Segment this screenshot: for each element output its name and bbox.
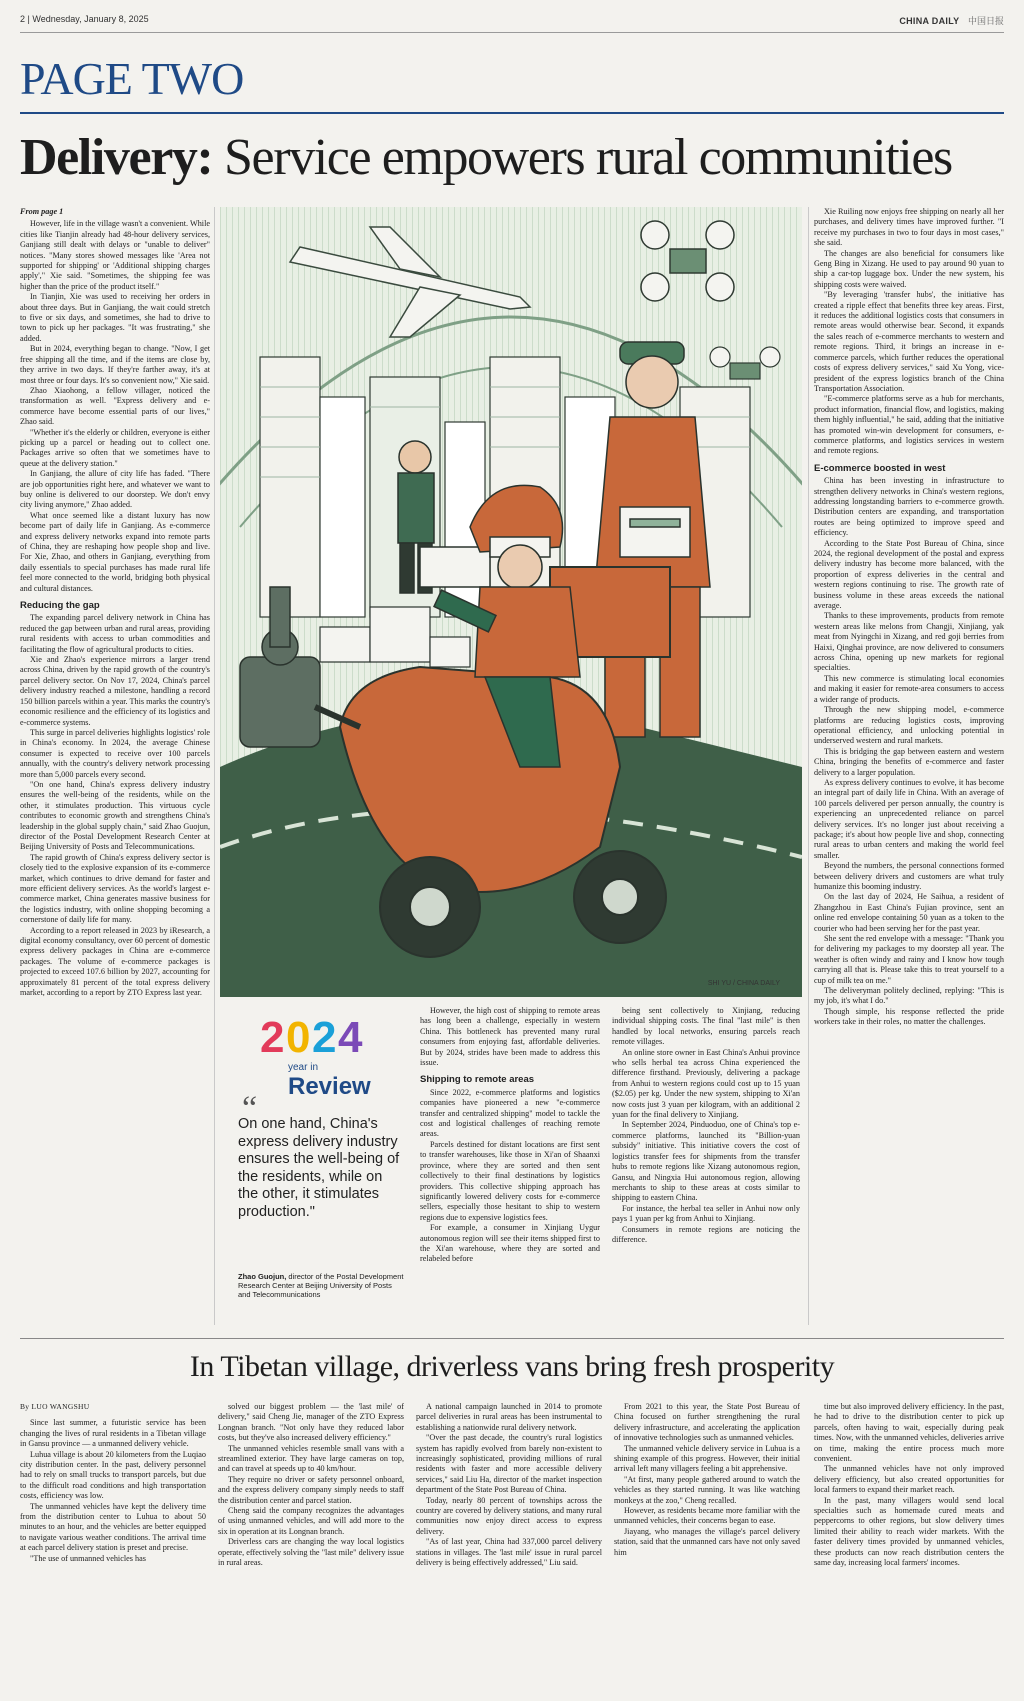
paragraph: Xie Ruiling now enjoys free shipping on nearly all her purchases, and delivery times have improved further. "I receive my purchases in two to four days in most cases," she said. — [814, 207, 1004, 248]
paragraph: However, the high cost of shipping to remote areas has long been a challenge, especially in western China. This bottleneck has prevented many rural consumers from enjoying fast, affordable deliveries. But by 2024, strides have been made to address this issue. — [420, 1006, 600, 1068]
paragraph: "Over the past decade, the country's rural logistics system has rapidly evolved from barely non-existent to increasingly sophisticated, providing millions of rural residents with faster and more accessible delivery services," said Liu Ha, director of the market inspection department of the State Post Bureau of China. — [416, 1433, 602, 1495]
byline: By LUO WANGSHU — [20, 1402, 90, 1411]
second-story-column-4 — [614, 1402, 800, 1692]
pull-quote: On one hand, China's express delivery industry ensures the well-being of the residents, while on the other, it stimulates production." — [238, 1116, 400, 1220]
paragraph: As express delivery continues to evolve, it has become an integral part of daily life in China. With an average of 100 parcels delivered per person annually, the country is experiencing an unprecedented reliance on parcel delivery services. It's no longer just about receiving a package; it's about how people live and shop, connecting rural areas to urban centers and making the world feel smaller. — [814, 777, 1004, 860]
paragraph: However, life in the village wasn't a convenient. While cities like Tianjin already had 48-hour delivery services, Ganjiang still dealt with delays or "unable to deliver" notices. "Many stores showed messages like 'Area not supported for shipping' or 'Additional shipping charges apply'," Xie said. "Sometimes, the shipping fee was higher than the price of the product itself." — [20, 219, 210, 291]
quote-mark-icon: “ — [242, 1090, 258, 1127]
paragraph: In the past, many villagers would send local specialties such as homemade cured meats and peppercorns to other regions, but slow delivery times limited their ability to reach wider markets. With the faster delivery times provided by unmanned vehicles, these products can now reach distribution centers the same day, increasing local farmers' incomes. — [814, 1495, 1004, 1568]
page-header — [20, 10, 1004, 33]
illustration-credit: SHI YU / CHINA DAILY — [707, 980, 780, 987]
paragraph: The deliveryman politely declined, replying: "This is my job, it's what I do." — [814, 986, 1004, 1006]
paragraph: A national campaign launched in 2014 to promote parcel deliveries in rural areas has been instrumental to establishing a nationwide rural delivery network. — [416, 1402, 602, 1432]
main-story-column-1 — [20, 207, 210, 1325]
second-story-column-1 — [20, 1402, 206, 1692]
paragraph: Through the new shipping model, e-commerce platforms are reducing logistics costs, improving operational efficiency, and unlocking potential in underserved western and rural markets. — [814, 705, 1004, 746]
year-digit: 2 — [312, 1013, 337, 1062]
year-digit: 4 — [338, 1013, 363, 1062]
paragraph: solved our biggest problem — the 'last mile' of delivery," said Cheng Jie, manager of the ZTO Express Longnan branch. "Not only have they reduced labor costs, but they've also increased delivery efficiency." — [218, 1402, 404, 1443]
masthead — [899, 14, 1004, 27]
paragraph: Consumers in remote regions are noticing the difference. — [612, 1224, 800, 1244]
paragraph: They require no driver or safety personnel onboard, and the express delivery company simply needs to staff the distribution center and parcel station. — [218, 1474, 404, 1505]
paragraph: Driverless cars are changing the way local logistics operate, effectively solving the "last mile" delivery issue in rural areas. — [218, 1537, 404, 1568]
paragraph: "On one hand, China's express delivery industry ensures the well-being of the residents, while on the other, it stimulates production. This virtuous cycle contributes to economic growth and strengthens China's leadership in the global supply chain," said Zhao Guojun, director of the Postal Development Research Center at Beijing University of Posts and Telecommunications. — [20, 779, 210, 852]
column-rule — [808, 207, 809, 1325]
paragraph: For instance, the herbal tea seller in Anhui now only pays 1 yuan per kg from Anhui to Xinjiang. — [612, 1203, 800, 1224]
paragraph: According to the State Post Bureau of China, since 2024, the regional development of the postal and express delivery industry has become more balanced, with the proportion of express deliveries in the central and western regions continuing to rise. The growth rate of business volume in these areas exceeds the national average. — [814, 538, 1004, 611]
paragraph: The unmanned vehicles resemble small vans with a streamlined exterior. They have large cameras on top, and can travel at speeds up to 40 km/hour. — [218, 1443, 404, 1474]
paragraph: Though simple, his response reflected the pride workers take in their roles, no matter the challenges. — [814, 1006, 1004, 1027]
paragraph: Jiayang, who manages the village's parcel delivery station, said that the unmanned cars have not only saved him — [614, 1526, 800, 1557]
paragraph: Thanks to these improvements, products from remote western areas like melons from Changji, Xinjiang, yak meat from Nyingchi in Xizang, and red goji berries from Haixi, Qinghai province, are now delivered to consumers across China, opening up new markets for regional specialties. — [814, 611, 1004, 673]
badge-year-in: year in — [288, 1062, 319, 1073]
section-rule — [20, 112, 1004, 114]
paragraph: Since last summer, a futuristic service has been changing the lives of rural residents in a Tibetan village in Gansu province — a unmanned delivery vehicle. — [20, 1418, 206, 1449]
column-rule — [214, 207, 215, 1325]
paragraph: Since 2022, e-commerce platforms and logistics companies have pioneered a new "e-commerce transfer and centralized shipping" model to tackle the cost and logistical challenges of reaching remote areas. — [420, 1087, 600, 1139]
section-title: PAGE TWO — [20, 53, 244, 104]
subheading-ecommerce-west: E-commerce boosted in west — [814, 462, 946, 474]
paragraph: In Tianjin, Xie was used to receiving her orders in about three days. But in Ganjiang, the wait could stretch to five or six days, and sometimes, she had to drive to town to pick up her packages. "It was frustrating," she added. — [20, 292, 210, 343]
paragraph: However, as residents became more familiar with the unmanned vehicles, their concerns began to ease. — [614, 1506, 800, 1526]
publication-name-cn: 中国日报 — [967, 16, 1004, 26]
publication-name: CHINA DAILY — [899, 16, 960, 26]
paragraph: "The use of unmanned vehicles has — [30, 1553, 146, 1563]
paragraph: "By leveraging 'transfer hubs', the initiative has created a ripple effect that benefits three key areas. First, it reduces the additional logistics costs that consumers in remote areas would otherwise bear. Second, it expands the sales reach of e-commerce merchants to western and remote regions. Third, it brings an increase in e-commerce parcels, which further reduces the operational costs of express delivery services," said Xu Yong, vice-president of the express logistics branch of the China Transportation Association. — [814, 290, 1004, 393]
illustration-svg — [220, 207, 802, 997]
paragraph: The unmanned vehicle delivery service in Luhua is a shining example of this progress. However, their initial arrival left many villagers feeling a bit apprehensive. — [614, 1443, 800, 1474]
main-story-column-3 — [612, 1006, 800, 1326]
from-page-note: From page 1 — [20, 207, 64, 216]
second-story-column-3 — [416, 1402, 602, 1692]
paragraph: being sent collectively to Xinjiang, reducing individual shipping costs. The final "last mile" is then handled by local networks, ensuring parcels reach remote villages. — [612, 1006, 800, 1047]
paragraph: Today, nearly 80 percent of townships across the country are covered by delivery stations, and many rural communities now enjoy direct access to express delivery. — [416, 1495, 602, 1536]
paragraph: The unmanned vehicles have not only improved delivery efficiency, but also created opportunities for local farmers to expand their market reach. — [814, 1464, 1004, 1495]
paragraph: "E-commerce platforms serve as a hub for merchants, product information, financial flow, and logistics, making them highly influential," he said, adding that the initiative has promoted win-win development for consumers, e-commerce platforms, and logistics services in western and remote regions. — [814, 394, 1004, 456]
paragraph: In September 2024, Pinduoduo, one of China's top e-commerce platforms, launched its "Billion-yuan subsidy" initiative. This initiative covers the cost of logistics transfer fees for shipments from the transfer hubs to remote regions like Xizang autonomous region, Gansu, and Ningxia Hui autonomous region, allowing merchants to ship to these areas at costs similar to shipping to eastern China. — [612, 1120, 800, 1203]
paragraph: According to a report released in 2023 by iResearch, a digital economy consultancy, over 60 percent of domestic express delivery packages in China are e-commerce packages. The volume of e-commerce packages is projected to exceed 107.6 billion by 2027, accounting for approximately 81 percent of the total express delivery market, according to a report by ZTO Express last year. — [20, 925, 210, 998]
second-headline: In Tibetan village, driverless vans bring fresh prosperity — [189, 1350, 835, 1383]
paragraph: But in 2024, everything began to change. "Now, I get free shipping all the time, and if the items are close by, they arrive in two days. If they're farther away, it's at most three or four days. It's so convenient now," Xie said. — [20, 344, 210, 385]
paragraph: In Ganjiang, the allure of city life has faded. "There are job opportunities right here, and whatever we want to buy online is delivered to our doorstep. We don't envy city living anymore," Zhao added. — [20, 469, 210, 510]
page-number: 2 — [20, 14, 26, 24]
subheading-reducing-gap: Reducing the gap — [20, 600, 100, 612]
page-info: 2 | Wednesday, January 8, 2025 — [20, 14, 149, 24]
quote-title: director of the Postal Development Research Center at Beijing University of Posts and Telecommunications — [238, 1272, 404, 1299]
paragraph: China has been investing in infrastructure to strengthen delivery networks in China's western regions, addressing longstanding barriers to e-commerce growth. Distribution centers are expanding, and transportation routes are being optimized to improve speed and efficiency. — [814, 476, 1004, 538]
headline-rest: Service empowers rural communities — [212, 129, 952, 186]
paragraph: An online store owner in East China's Anhui province who sells herbal tea across China experienced the difference firsthand. Previously, delivering a package from Anhui to western regions could cost up to 15 yuan ($2.05) per kg. Under the new system, shipping to Xi'an now costs just 3 yuan per kilogram, with an additional 2 yuan for the final delivery to Xinjiang. — [612, 1047, 800, 1120]
delivery-illustration — [220, 207, 802, 997]
paragraph: "At first, many people gathered around to watch the vehicles as they started running. It was like watching monkeys at the zoo," Cheng recalled. — [614, 1474, 800, 1505]
paragraph: Xie and Zhao's experience mirrors a larger trend across China, driven by the rapid growth of the country's parcel delivery sector. On Nov 17, 2024, China's parcel delivery industry reached a milestone, handling a record 150 billion parcels within a year. This marks the country's economic resilience and the efficiency of its logistics and e-commerce systems. — [20, 655, 210, 727]
paragraph: This new commerce is stimulating local economies and making it easier for remote-area consumers to access a wider range of products. — [814, 673, 1004, 704]
col1-paragraphs — [20, 219, 210, 594]
paragraph: What once seemed like a distant luxury has now become part of daily life in Ganjiang. As e-commerce and express delivery networks expand into remote parts of China, they are reshaping how people shop and live. For Xie, Zhao, and others in Ganjiang, everything from daily essentials to special purchases has made rural life feel more connected to the world, bridging both physical and cultural distances. — [20, 510, 210, 593]
story-divider — [20, 1338, 1004, 1339]
main-headline — [20, 128, 1004, 187]
paragraph: She sent the red envelope with a message: "Thank you for delivering my packages to my doorstep all year. The weather is often windy and rainy and I know how tough carrying all that is. Please take this to treat yourself to a cup of milk tea on me." — [814, 934, 1004, 985]
main-story-column-4 — [814, 207, 1004, 1325]
paragraph: The rapid growth of China's express delivery sector is closely tied to the explosive expansion of its e-commerce market, which continues to drive demand for faster and more efficient delivery services. As the world's largest e-commerce market, China generates massive business for the logistics industry, with online shopping becoming a cornerstone of daily life for many. — [20, 852, 210, 925]
paragraph: Parcels destined for distant locations are first sent to transfer warehouses, like those in Xi'an of Shaanxi province, where they are sorted and then sent collectively to their final destinations by logistics providers. This collective shipping approach has significantly lowered delivery costs for e-commerce sellers, especially those hesitant to ship to western regions due to expensive logistics fees. — [420, 1139, 600, 1222]
subheading-shipping: Shipping to remote areas — [420, 1074, 535, 1086]
issue-date: Wednesday, January 8, 2025 — [32, 14, 149, 24]
paragraph: The expanding parcel delivery network in China has reduced the gap between urban and rural areas, providing rural residents with access to urban commodities and facilitating the flow of agricultural products to cities. — [20, 613, 210, 654]
paragraph: For example, a consumer in Xinjiang Uygur autonomous region will see their items shipped first to the Xi'an warehouse, where they are sorted and relabeled before — [420, 1223, 600, 1264]
paragraph: "Whether it's the elderly or children, everyone is either picking up a parcel or heading out to collect one. Packages arrive so often that we sometimes have to queue at the delivery station." — [20, 427, 210, 468]
paragraph: time but also improved delivery efficiency. In the past, he had to drive to the distribution center to pick up parcels, often having to wait, especially during peak times. Now, with the unmanned vehicles, deliveries arrive on time, making the entire process much more convenient. — [814, 1402, 1004, 1464]
paragraph: Zhao Xiaohong, a fellow villager, noticed the transformation as well. "Express delivery and e-commerce have become essential parts of our lives," Zhao said. — [20, 385, 210, 427]
badge-svg — [258, 1008, 406, 1104]
paragraph: On the last day of 2024, He Saihua, a resident of Zhangzhou in East China's Fujian province, sent an online red envelope containing 50 yuan as a token to the courier who had been serving her for the past year. — [814, 892, 1004, 933]
paragraph: This is bridging the gap between eastern and western China, bringing the benefits of e-commerce and faster delivery to a larger population. — [814, 746, 1004, 777]
year-in-review-badge — [258, 1008, 406, 1104]
paragraph: Cheng said the company recognizes the advantages of using unmanned vehicles, and will add more to the six in operation at its Longnan branch. — [218, 1506, 404, 1536]
quote-attribution — [238, 1272, 404, 1299]
paragraph: From 2021 to this year, the State Post Bureau of China focused on further strengthening the rural delivery infrastructure, and accelerating the application of innovative technologies such as unmanned vehicles. — [614, 1402, 800, 1443]
main-story-column-2 — [420, 1006, 600, 1326]
second-story-column-5 — [814, 1402, 1004, 1692]
headline-bold: Delivery: — [20, 129, 213, 186]
paragraph: The changes are also beneficial for consumers like Geng Bing in Xizang. He used to pay around 90 yuan to ship a car-top luggage box. Under the new system, his shipping costs were waived. — [814, 248, 1004, 289]
year-digit: 0 — [286, 1013, 311, 1062]
badge-review: Review — [288, 1073, 371, 1100]
paragraph: Luhua village is about 20 kilometers from the Luqiao city distribution center. In the past, delivery personnel had to rely on small trucks to transport parcels, but due to the difficult road conditions and high transportation costs, efficiency was low. — [20, 1449, 206, 1501]
paragraph: Beyond the numbers, the personal connections formed between delivery drivers and customers are what truly humanize this booming industry. — [814, 861, 1004, 891]
quote-name: Zhao Guojun, — [238, 1272, 287, 1281]
second-story-column-2 — [218, 1402, 404, 1692]
paragraph: The unmanned vehicles have kept the delivery time from the distribution center to Luhua to about 50 minutes to an hour, and the vehicles are better equipped to navigate various weather conditions. The arrival time at each parcel delivery station is preset and precise. — [20, 1501, 206, 1553]
paragraph: This surge in parcel deliveries highlights logistics' role in China's economy. In 2024, the average Chinese consumer is expected to receive over 100 parcels annually, with the country's delivery network processing more than 5,000 parcels every second. — [20, 727, 210, 779]
paragraph: "As of last year, China had 337,000 parcel delivery stations in villages. The 'last mile' issue in rural parcel delivery is being effectively addressed," Liu said. — [416, 1537, 602, 1568]
col1b-paragraphs — [20, 613, 210, 998]
year-digit: 2 — [260, 1013, 285, 1062]
